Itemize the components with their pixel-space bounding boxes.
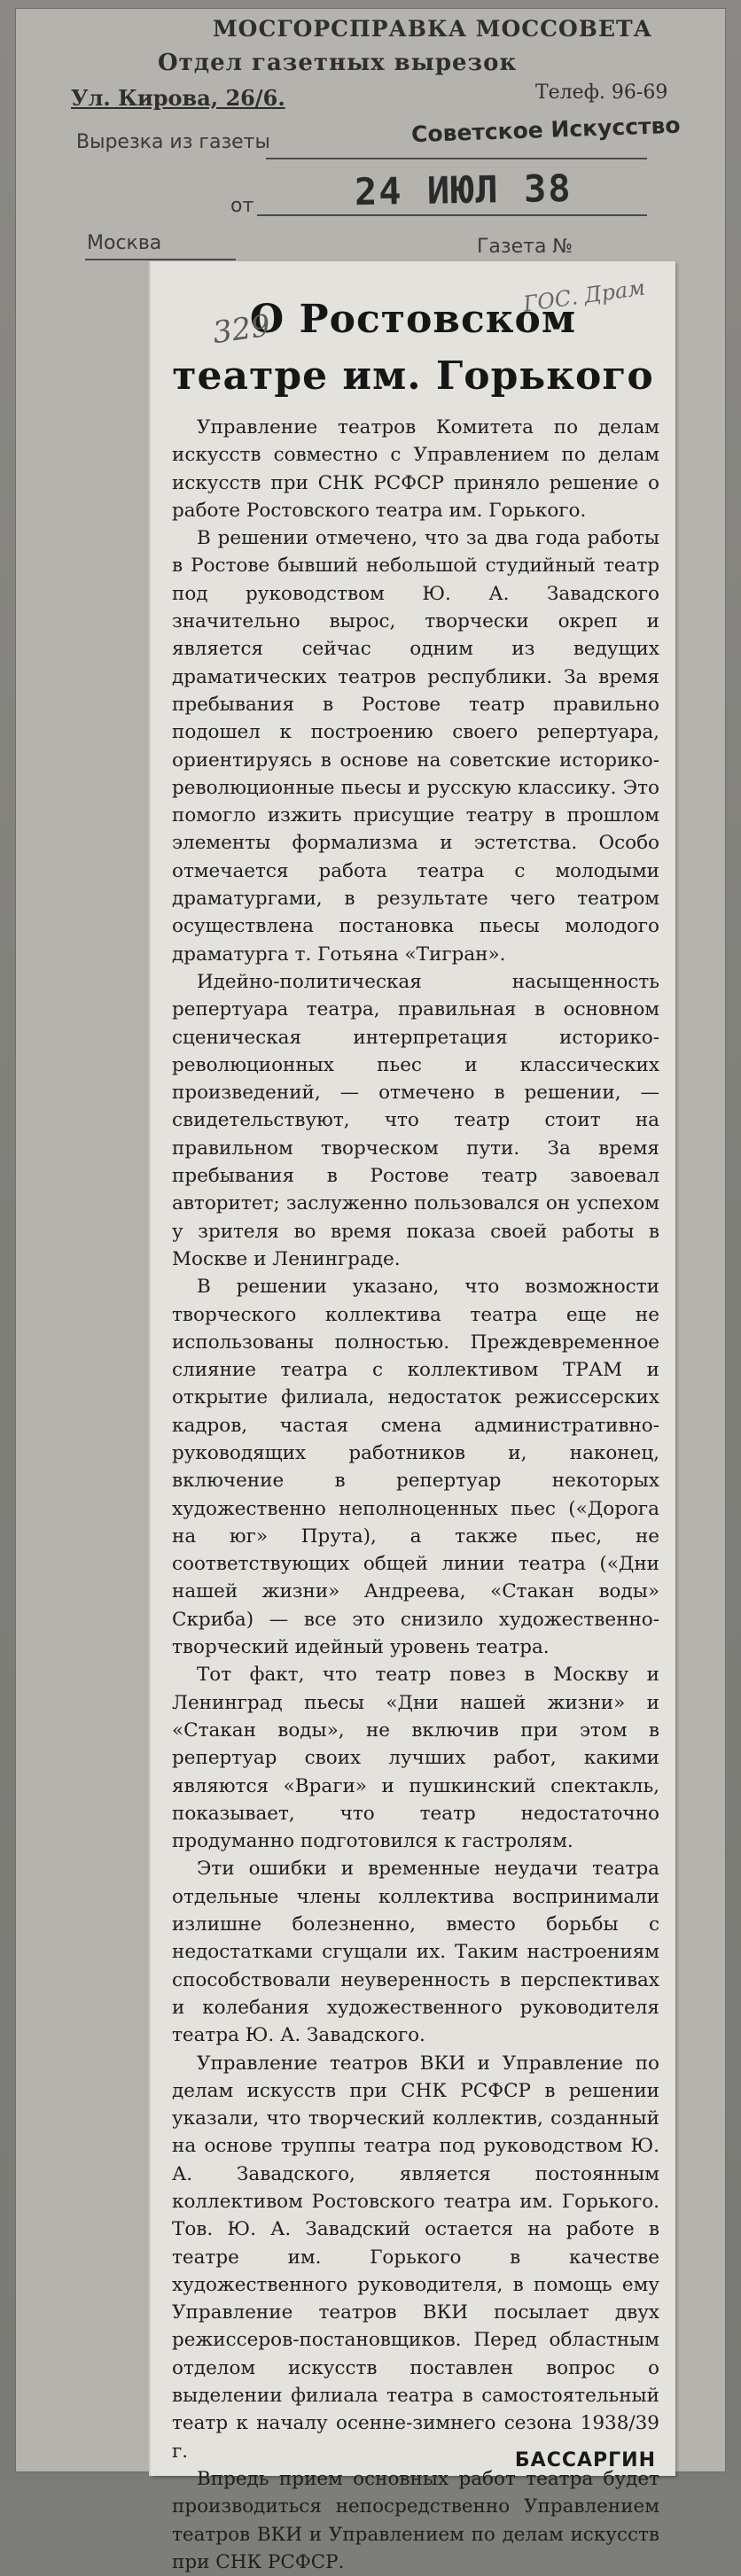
paragraph: Эти ошибки и временные неудачи театра отдельные члены коллектива воспринимали излишне болезненно, вместо борьбы с недостатками сгущали их. Таким настроениям способствовали неуверенность в перспективах и колебания художественного руководителя театра Ю. А. Завадского. <box>172 1858 659 2047</box>
city-label: Москва <box>87 232 162 254</box>
pencil-note: ГОС. Драм <box>521 275 647 317</box>
paragraph: В решении отмечено, что за два года работы в Ростове бывший небольшой студийный театр под руководством Ю. А. Завадского значительно вырос, творчески окреп и является сейчас одним из ведущих драматических театров республики. За время пребывания в Ростове театр правильно подошел к построению своего репертуара, ориентируясь в основе на советские историко-революционные пьесы и русскую классику. Это помогло изжить присущие театру в прошлом элементы формализма и эстетства. Особо отмечается работа театра с молодыми драматургами, в результате чего театром осуществлена постановка пьесы молодого драматурга т. Готьяна «Тигран». <box>172 527 659 966</box>
author-signature: БАССАРГИН <box>514 2449 656 2471</box>
headline-line-1: О Ростовском <box>249 297 577 342</box>
paragraph: Тот факт, что театр повез в Москву и Ленинград пьесы «Дни нашей жизни» и «Стакан воды», не включив при этом в репертуар своих лучших работ, какими являются «Враги» и пушкинский спектакль, показывает, что театр недостаточно продуманно подготовился к гастролям. <box>172 1664 659 1853</box>
article-body <box>172 414 659 2576</box>
cutting-label: Вырезка из газеты <box>76 131 270 153</box>
agency-stamp: МОСГОРСПРАВКА МОССОВЕТА <box>213 16 652 42</box>
department-stamp: Отдел газетных вырезок <box>158 50 518 76</box>
paragraph: Управление театров Комитета по делам искусств совместно с Управлением по делам искусств при СНК РСФСР приняло решение о работе Ростовского театра им. Горького. <box>172 416 659 522</box>
date-stamp: 24 ИЮЛ 38 <box>354 166 573 214</box>
pencil-number: 329 <box>210 307 273 352</box>
address-stamp: Ул. Кирова, 26/6. <box>71 85 285 111</box>
headline-line-2: театре им. Горького <box>172 353 654 399</box>
newspaper-name-stamp: Советское Искусство <box>410 112 681 148</box>
gazette-number-label: Газета № <box>477 236 573 258</box>
from-label: от <box>230 195 254 217</box>
newspaper-clipping <box>151 261 675 2573</box>
phone-stamp: Телеф. 96-69 <box>535 81 668 104</box>
paragraph: Идейно-политическая насыщенность репертуара театра, правильная в основном сценическая интерпретация историко-революционных пьес и классических произведений, — отмечено в решении, — свидетельствуют, что театр стоит на правильном творческом пути. За время пребывания в Ростове театр завоевал авторитет; заслуженно пользовался он успехом у зрителя во время показа своей работы в Москве и Ленинграде. <box>172 970 659 1270</box>
paragraph: Управление театров ВКИ и Управление по делам искусств при СНК РСФСР в решении указали, что творческий коллектив, созданный на основе труппы театра под руководством Ю. А. Завадского, является постоянным коллективом Ростовского театра им. Горького. Тов. Ю. А. Завадский остается на работе в театре им. Горького в качестве художественного руководителя, в помощь ему Управление театров ВКИ посылает двух режиссеров-постановщиков. Перед областным отделом искусств поставлен вопрос о выделении филиала театра в самостоятельный театр к началу осенне-зимнего сезона 1938/39 г. <box>172 2052 659 2463</box>
paragraph: Впредь прием основных работ театра будет производиться непосредственно Управлением театров ВКИ и Управлением по делам искусств при СНК РСФСР. <box>172 2467 659 2573</box>
date-underline <box>257 214 647 216</box>
newspaper-underline <box>266 158 647 159</box>
city-underline <box>85 259 236 260</box>
paragraph: В решении указано, что возможности творческого коллектива театра еще не использованы полностью. Преждевременное слияние театра с коллективом ТРАМ и открытие филиала, недостаток режиссерских кадров, частая смена административно-руководящих работников и, наконец, включение в репертуар некоторых художественно неполноценных пьес («Дорога на юг» Прута), а также пьес, не соответствующих общей линии театра («Дни нашей жизни» Андреева, «Стакан воды» Скриба) — все это снизило художественно-творческий идейный уровень театра. <box>172 1276 659 1659</box>
